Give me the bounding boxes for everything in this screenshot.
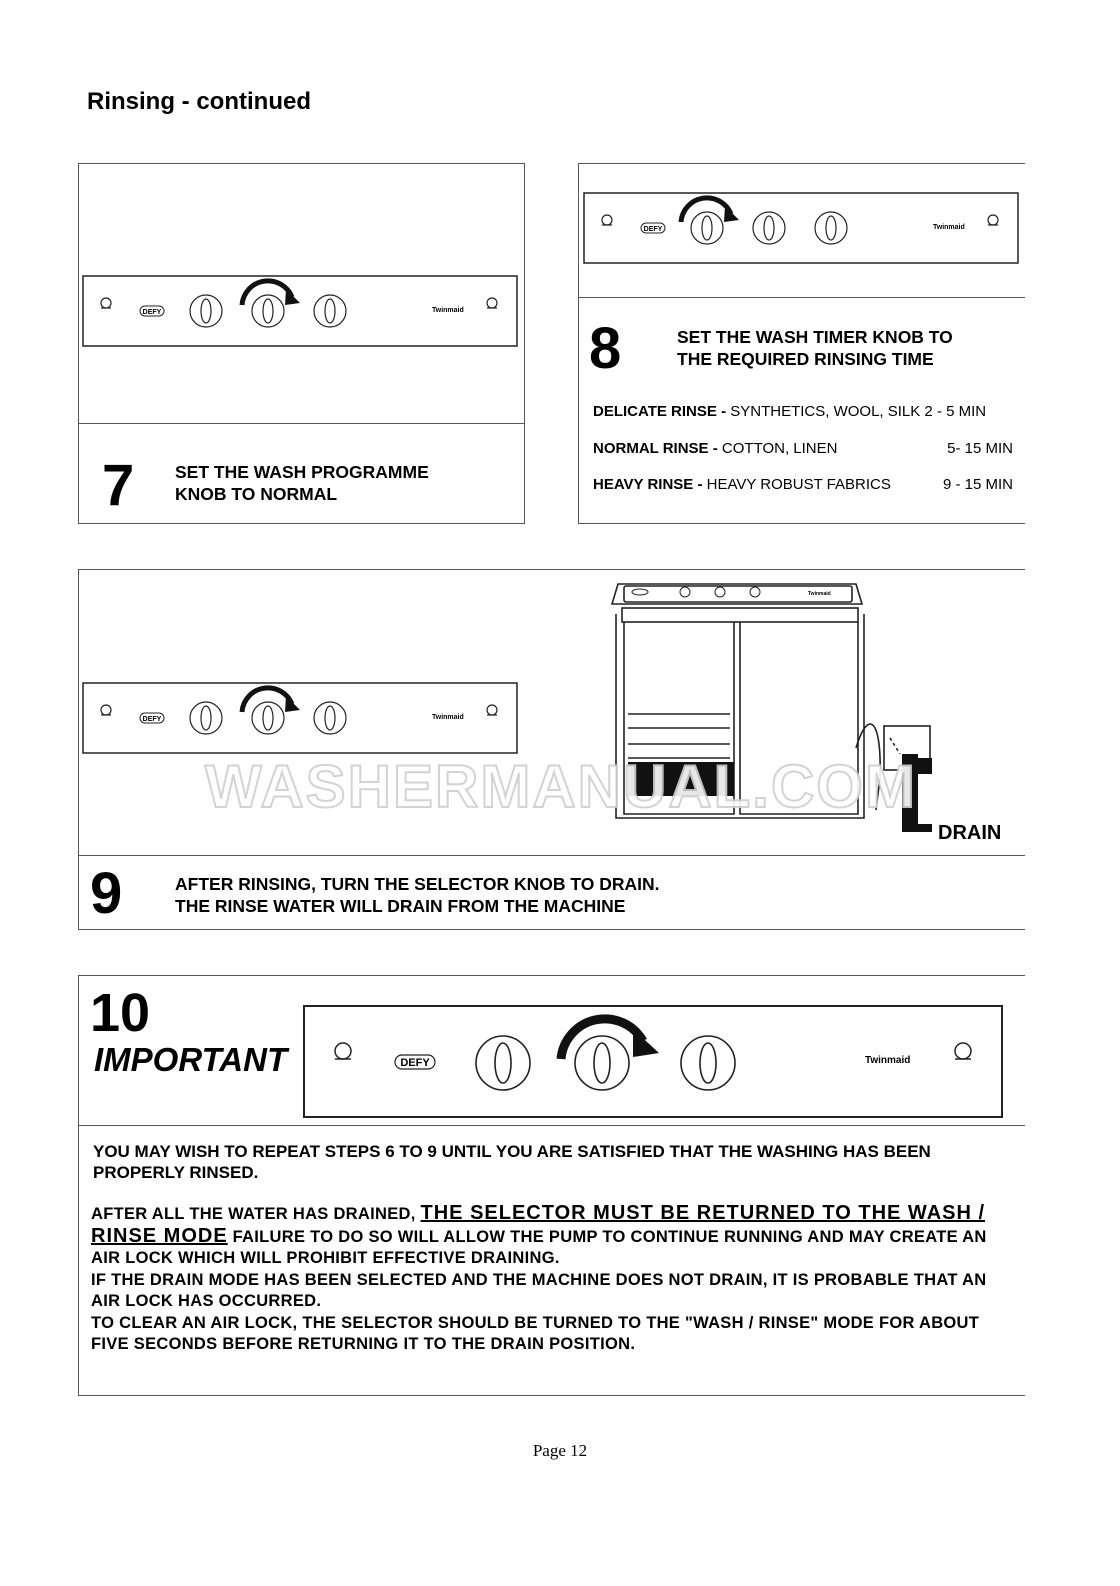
repeat-steps-note: YOU MAY WISH TO REPEAT STEPS 6 TO 9 UNTIL YOU ARE SATISFIED THAT THE WASHING HAS BEEN PROPERLY RINSED. xyxy=(93,1142,931,1182)
air-lock-cause: IF THE DRAIN MODE HAS BEEN SELECTED AND THE MACHINE DOES NOT DRAIN, IT IS PROBABLE THAT AN AIR LOCK HAS OCCURRED. xyxy=(91,1270,987,1310)
step9-number: 9 xyxy=(90,861,123,926)
brand-logo: Twinmaid xyxy=(933,224,965,231)
brand-logo: Twinmaid xyxy=(432,307,464,314)
rinse-row-delicate: DELICATE RINSE - SYNTHETICS, WOOL, SILK 2 - 5 MIN xyxy=(593,403,987,420)
brand-logo: Twinmaid xyxy=(865,1055,911,1066)
step8-number: 8 xyxy=(589,316,622,381)
step7-number: 7 xyxy=(102,453,135,518)
step7-line1: SET THE WASH PROGRAMME xyxy=(175,462,429,482)
important-heading: IMPORTANT xyxy=(94,1041,288,1078)
control-panel-step10 xyxy=(303,1005,1003,1118)
step9-line1: AFTER RINSING, TURN THE SELECTOR KNOB TO DRAIN. xyxy=(175,874,660,894)
brand-badge: DEFY xyxy=(400,1057,430,1069)
step9-line2: THE RINSE WATER WILL DRAIN FROM THE MACHINE xyxy=(175,896,626,916)
step8-divider xyxy=(578,297,1025,298)
step10-number: 10 xyxy=(90,983,151,1043)
step10-divider xyxy=(78,1125,1025,1126)
return-selector-warning: AFTER ALL THE WATER HAS DRAINED, THE SELECTOR MUST BE RETURNED TO THE WASH / RINSE MODE FAILURE TO DO SO WILL ALLOW THE PUMP TO CONTINUE RUNNING AND MAY CREATE AN AIR LOCK WHICH WILL PROHIBIT EFFECTIVE DRAINING. xyxy=(91,1202,987,1267)
watermark: WASHERMANUAL.COM xyxy=(205,753,917,820)
control-panel-step7 xyxy=(82,275,518,347)
step8-line1: SET THE WASH TIMER KNOB TO xyxy=(677,327,953,347)
control-panel-step9 xyxy=(82,682,518,754)
page-title: Rinsing - continued xyxy=(87,88,311,115)
step7-divider xyxy=(78,423,525,424)
brand-logo: Twinmaid xyxy=(808,591,831,597)
brand-badge: DEFY xyxy=(643,226,663,233)
control-panel-step8 xyxy=(583,192,1019,264)
air-lock-fix: TO CLEAR AN AIR LOCK, THE SELECTOR SHOULD BE TURNED TO THE "WASH / RINSE" MODE FOR ABOUT FIVE SECONDS BEFORE RETURNING IT TO THE DRAIN POSITION. xyxy=(91,1313,980,1353)
step8-line2: THE REQUIRED RINSING TIME xyxy=(677,349,934,369)
drain-label: DRAIN xyxy=(938,822,1002,844)
step9-divider xyxy=(78,855,1025,856)
air-lock-instructions xyxy=(91,1203,996,1356)
brand-logo: Twinmaid xyxy=(432,714,464,721)
page-number: Page 12 xyxy=(532,1441,588,1460)
brand-badge: DEFY xyxy=(142,309,162,316)
brand-badge: DEFY xyxy=(142,716,162,723)
rinse-row-heavy: HEAVY RINSE - HEAVY ROBUST FABRICS 9 - 15 MIN xyxy=(593,476,1013,493)
step7-line2: KNOB TO NORMAL xyxy=(175,484,338,504)
rinse-row-normal: NORMAL RINSE - COTTON, LINEN 5- 15 MIN xyxy=(593,440,1013,457)
